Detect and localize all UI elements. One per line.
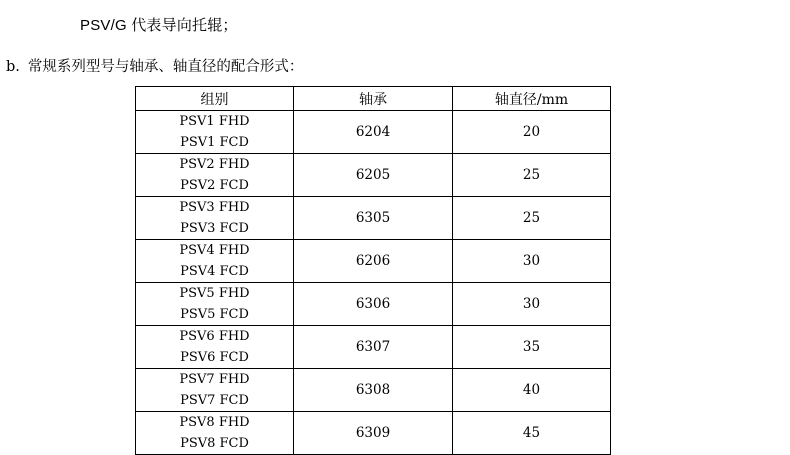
model-fhd: PSV5 FHD (179, 286, 250, 301)
model-fhd: PSV6 FHD (179, 329, 250, 344)
bearing-cell: 6309 (294, 412, 453, 455)
diameter-cell: 35 (453, 326, 611, 369)
bearing-cell: 6305 (294, 197, 453, 240)
model-fcd: PSV8 FCD (180, 436, 249, 451)
table-row (136, 283, 611, 326)
group-cell (136, 369, 294, 412)
model-fcd: PSV6 FCD (180, 350, 249, 365)
diameter-cell: 25 (453, 197, 611, 240)
table-row (136, 111, 611, 154)
table-row (136, 240, 611, 283)
diameter-cell: 20 (453, 111, 611, 154)
model-fhd: PSV2 FHD (179, 157, 250, 172)
bearing-cell: 6307 (294, 326, 453, 369)
section-marker: b. (6, 59, 20, 75)
table-header-row (136, 87, 611, 111)
group-cell (136, 197, 294, 240)
diameter-cell: 45 (453, 412, 611, 455)
table-row (136, 412, 611, 455)
header-group: 组别 (136, 87, 294, 111)
table-row (136, 326, 611, 369)
bearing-cell: 6306 (294, 283, 453, 326)
model-fhd: PSV1 FHD (179, 114, 250, 129)
group-cell (136, 283, 294, 326)
model-fhd: PSV4 FHD (179, 243, 250, 258)
bearing-cell: 6205 (294, 154, 453, 197)
model-fcd: PSV4 FCD (180, 264, 249, 279)
section-title: 常规系列型号与轴承、轴直径的配合形式： (27, 59, 304, 75)
cropped-text-line (120, 0, 360, 2)
model-fcd: PSV3 FCD (180, 221, 249, 236)
model-fcd: PSV7 FCD (180, 393, 249, 408)
model-fhd: PSV8 FHD (179, 415, 250, 430)
header-shaft-diameter: 轴直径/mm (453, 87, 611, 111)
bearing-cell: 6204 (294, 111, 453, 154)
group-cell (136, 412, 294, 455)
group-cell (136, 111, 294, 154)
model-fcd: PSV1 FCD (180, 135, 249, 150)
bearing-cell: 6308 (294, 369, 453, 412)
table-row (136, 154, 611, 197)
group-cell (136, 154, 294, 197)
group-cell (136, 326, 294, 369)
table-row (136, 197, 611, 240)
diameter-cell: 40 (453, 369, 611, 412)
model-fcd: PSV5 FCD (180, 307, 249, 322)
guide-roller-note: PSV/G 代表导向托辊； (80, 17, 238, 34)
model-fhd: PSV7 FHD (179, 372, 250, 387)
group-cell (136, 240, 294, 283)
table-row (136, 369, 611, 412)
bearing-cell: 6206 (294, 240, 453, 283)
model-fcd: PSV2 FCD (180, 178, 249, 193)
model-fhd: PSV3 FHD (179, 200, 250, 215)
diameter-cell: 30 (453, 240, 611, 283)
bearing-shaft-table (135, 86, 611, 455)
header-bearing: 轴承 (294, 87, 453, 111)
diameter-cell: 30 (453, 283, 611, 326)
section-heading (6, 55, 303, 76)
diameter-cell: 25 (453, 154, 611, 197)
